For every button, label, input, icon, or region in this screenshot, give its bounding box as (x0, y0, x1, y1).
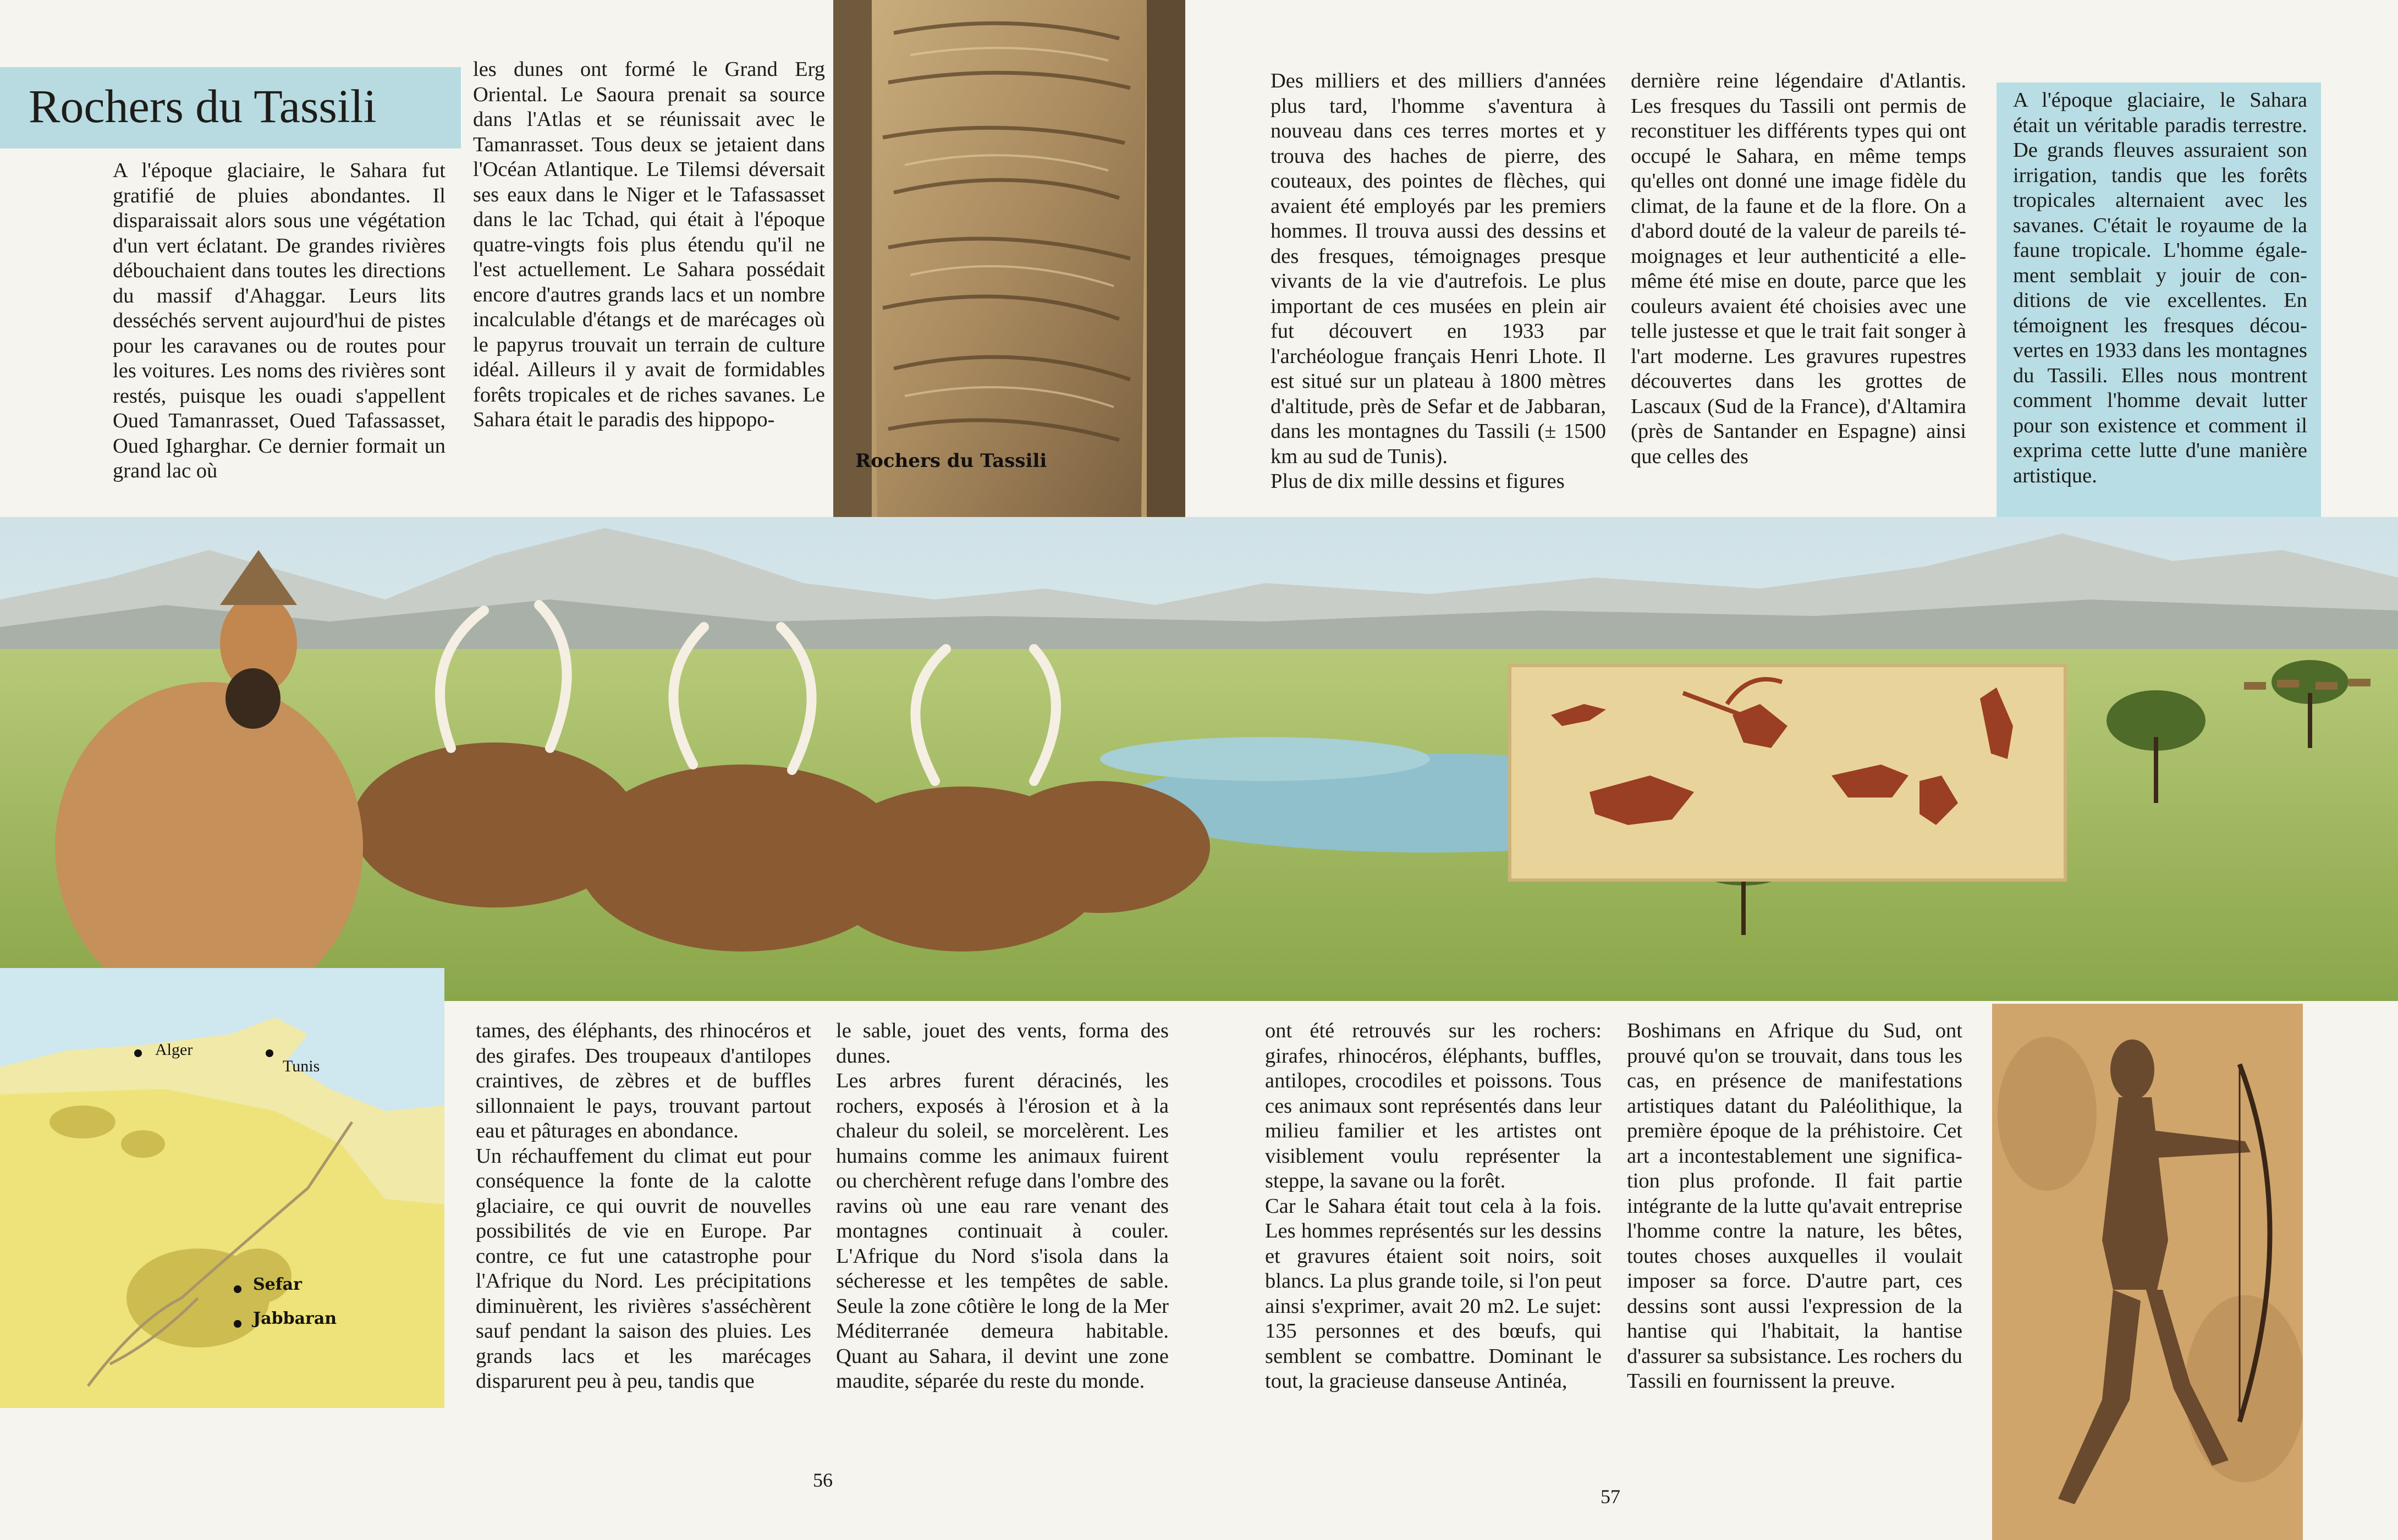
paragraph: Des milliers et des milliers d'années plus tard, l'homme s'aventura à nouveau dans ces terres mortes et y trouva des haches de pierre, des couteaux, des pointes de flèches, qui avaient été employés par les premiers hommes. Il trouva aussi des dessins et des fresques, témoignages presque vivants de la vie d'autrefois. Le plus important de ces musées en plein air fut découvert en 1933 par l'archéologue français Henri Lhote. Il est situé sur un plateau à 1800 mètres d'altitude, près de Sefar et de Jabbaran, dans les montagnes du Tassili (± 1500 km au sud de Tunis). (1270, 69, 1606, 468)
paragraph: le sable, jouet des vents, forma des dunes. (836, 1019, 1169, 1068)
text-column-7 (1265, 1019, 1602, 1394)
map-dot (266, 1049, 273, 1057)
paragraph: Les arbres furent déracinés, les rochers, exposés à l'érosion et à la chaleur du soleil, se morcelèrent. Les humains comme les animaux fuirent ou cherchèrent refuge dans l'ombre des ravins où une eau rare venant des montagnes continuait à couler. L'Afrique du Nord s'isola dans la sécheresse et les tempêtes de sable. Seule la zone côtière le long de la Mer Méditerranée demeura habitable. Quant au Sahara, il devint une zone maudite, séparée du reste du monde. (836, 1069, 1169, 1393)
sidebar-text (2013, 88, 2307, 488)
paragraph: les dunes ont formé le Grand Erg Oriental. Le Saoura prenait sa source dans l'Atlas et se réunissait avec le Tamanrasset. Tous deux se jetaient dans l'Océan Atlantique. Le Tilemsi déversait ses eaux dans le Niger et le Tafassasset dans le lac Tchad, qui était à l'époque quatre-vingts fois plus étendu qu'il ne l'est actuellement. Le Sahara possédait encore d'autres grands lacs et un nombre incalculable d'étangs et de marécages où le papyrus trouvait un terrain de culture idéal. Ailleurs il y avait de formidables forêts tropicales et de riches savanes. Le Sahara était le paradis des hippopo- (473, 58, 825, 431)
paragraph: A l'époque glaciaire, le Sahara était un véritable paradis terrestre. De grands fleuves assuraient son irrigation, tandis que les forêts tropicales alternaient avec les savanes. C'était le royaume de la faune tropicale. L'homme également semblait y jouir de conditions de vie excellentes. En témoignent les fresques découvertes en 1933 dans les montagnes du Tassili. Elles nous montrent comment l'homme devait lutter pour son existence et comment il exprima cette lutte d'une manière artistique. (2013, 89, 2307, 487)
text-column-2 (473, 57, 825, 433)
text-column-5 (476, 1019, 811, 1394)
page-title: Rochers du Tassili (29, 80, 377, 133)
text-column-6 (836, 1019, 1169, 1394)
paragraph: Car le Sahara était tout cela à la fois. Les hommes représentés sur les dessins et gravures étaient soit noirs, soit blancs. La plus grande toile, si l'on peut ainsi s'exprimer, avait 20 m2. Le sujet: 135 personnes et des bœufs, qui semblent se combattre. Dominant le tout, la gracieuse danseuse Antinéa, (1265, 1194, 1602, 1393)
map-label-tunis: Tunis (283, 1057, 320, 1075)
panorama-drawing (0, 517, 2398, 1001)
paragraph: dernière reine légendaire d'Atlantis. Les fresques du Tassili ont permis de reconstituer les différents types qui ont occupé le Sahara, en même temps qu'elles ont donné une image fidèle du climat, de la faune et de la flore. On a d'abord douté de la valeur de pareils témoignages et leur authenticité a elle-même été mise en doute, parce que les couleurs avaient été choisies avec une telle justesse et que le trait fait songer à l'art moderne. Les gravures rupestres découvertes dans les grottes de Lascaux (Sud de la France), d'Altamira (près de Santander en Espagne) ainsi que celles des (1631, 69, 1966, 468)
savanna-panorama (0, 517, 2398, 1001)
paragraph: Un réchauffement du climat eut pour conséquence la fonte de la calotte glaciaire, ce qui ouvrit de nouvelles possibilités de vie en Europe. Par contre, ce fut une catastrophe pour l'Afrique du Nord. Les précipitations diminuèrent, les rivières s'asséchèrent sauf pendant la saison des pluies. Les grands lacs et les marécages disparurent peu à peu, tandis que (476, 1144, 811, 1393)
map-dot (134, 1049, 142, 1057)
rock-illustration (833, 0, 1185, 517)
text-column-3 (1270, 69, 1606, 494)
paragraph: ont été retrouvés sur les rochers: girafes, rhinocéros, éléphants, buffles, antilopes, crocodiles et poissons. Tous ces animaux sont représentés dans leur milieu familier et les artistes ont visiblement voulu représenter la steppe, la savane ou la forêt. (1265, 1019, 1602, 1192)
rock-caption: Rochers du Tassili (855, 450, 1047, 472)
paragraph: tames, des éléphants, des rhinocéros et des girafes. Des troupeaux d'antilopes craintives, de zèbres et de buffles sillonnaient le pays, trouvant partout eau et pâturages en abondance. (476, 1019, 811, 1142)
map-dot (234, 1320, 241, 1328)
map-label-jabbaran: Jabbaran (253, 1309, 337, 1328)
map-drawing (0, 968, 444, 1408)
map-label-sefar: Sefar (253, 1275, 302, 1294)
map-dot (234, 1285, 241, 1293)
paragraph: Boshimans en Afrique du Sud, ont prouvé qu'on se trouvait, dans tous les cas, en présence de manifestations artistiques datant du Paléolithique, la première époque de la préhistoire. Cet art a incontestablement une signification plus profonde. Il fait partie intégrante de la lutte qu'avait entreprise l'homme contre la nature, les bêtes, toutes choses auxquelles il voulait imposer sa force. D'autre part, ces dessins sont aussi l'expression de la hantise qui l'habitait, la hantise d'assurer sa subsistance. Les rochers du Tassili en fournissent la preuve. (1627, 1019, 1962, 1393)
text-column-8 (1627, 1019, 1962, 1394)
text-column-1 (113, 158, 446, 484)
paragraph: A l'époque glaciaire, le Sahara fut gratifié de pluies abondantes. Il disparaissait alors sous une végétation d'un vert éclatant. De grandes rivières débouchaient dans toutes les directions du massif d'Ahaggar. Leurs lits desséchés servent aujourd'hui de pistes pour les caravanes ou de routes pour les voitures. Les noms des rivières sont restés, puisque les ouadi s'appellent Oued Tamanrasset, Oued Tafassasset, Oued Igharghar. Ce dernier formait un grand lac où (113, 159, 446, 482)
text-column-4 (1631, 69, 1966, 469)
map-label-alger: Alger (155, 1041, 193, 1059)
page-number-left: 56 (813, 1469, 833, 1491)
rock-drawing (833, 0, 1185, 517)
page-number-right: 57 (1601, 1486, 1620, 1508)
paragraph: Plus de dix mille dessins et figures (1270, 470, 1565, 493)
map-of-north-africa (0, 968, 444, 1408)
archer-drawing (1992, 1004, 2303, 1540)
archer-illustration (1992, 1004, 2303, 1540)
